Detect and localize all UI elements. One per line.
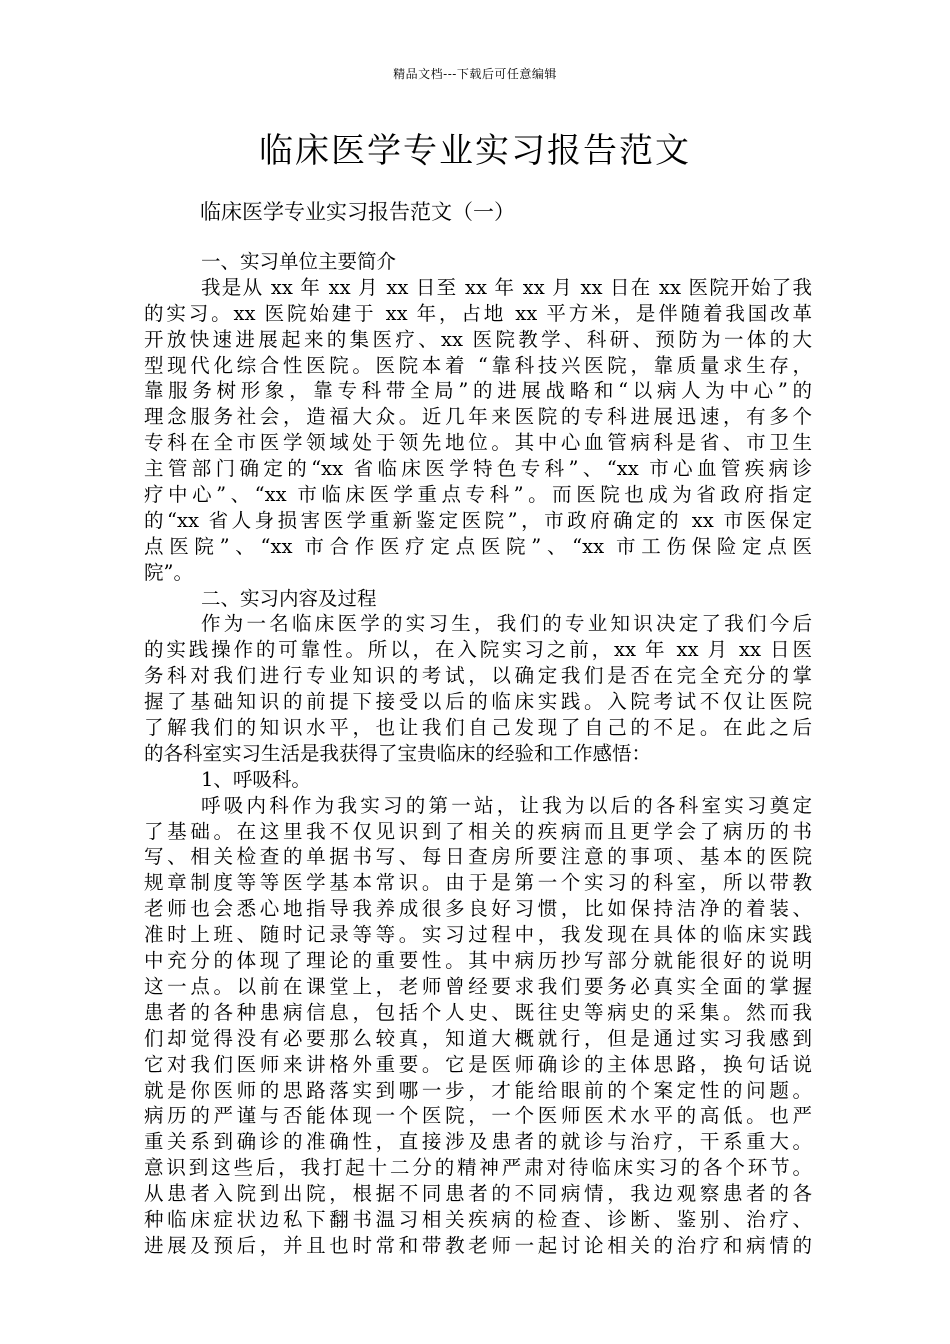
text-line: 的实习。xx 医院始建于 xx 年，占地 xx 平方米，是伴随着我国改革 [144,301,812,325]
text-line: 的“xx 省人身损害医学重新鉴定医院”，市政府确定的 xx 市医保定 [144,508,812,532]
document-title: 临床医学专业实习报告范文 [259,131,691,171]
text-line: 的各科室实习生活是我获得了宝贵临床的经验和工作感悟： [144,741,652,765]
document-body [144,249,812,1259]
text-line: 从患者入院到出院，根据不同患者的不同病情，我边观察患者的各 [144,1182,812,1206]
text-line: 务科对我们进行专业知识的考试，以确定我们是否在完全充分的掌 [144,664,812,688]
text-line: 们却觉得没有必要那么较真，知道大概就行，但是通过实习我感到 [144,1026,812,1050]
text-line: 中充分的体现了理论的重要性。其中病历抄写部分就能很好的说明 [144,949,812,973]
text-line: 专科在全市医学领域处于领先地位。其中心血管病科是省、市卫生 [144,431,812,455]
text-line: 二、实习内容及过程 [201,586,377,610]
text-line: 的实践操作的可靠性。所以，在入院实习之前，xx 年 xx 月 xx 日医 [144,638,812,662]
text-line: 点医院”、“xx 市合作医疗定点医院”、“xx 市工伤保险定点医 [144,534,812,558]
text-line: 写、相关检查的单据书写、每日查房所要注意的事项、基本的医院 [144,845,812,869]
text-line: 开放快速进展起来的集医疗、xx 医院教学、科研、预防为一体的大 [144,327,812,351]
text-line: 进展及预后，并且也时常和带教老师一起讨论相关的治疗和病情的 [144,1233,812,1257]
text-line: 重关系到确诊的准确性，直接涉及患者的就诊与治疗，干系重大。 [144,1130,812,1154]
text-line: 理念服务社会，造福大众。近几年来医院的专科进展迅速，有多个 [144,405,812,429]
text-line: 患者的各种患病信息，包括个人史、既往史等病史的采集。然而我 [144,1000,812,1024]
text-line: 规章制度等等医学基本常识。由于是第一个实习的科室，所以带教 [144,871,812,895]
text-line: 一、实习单位主要简介 [201,250,397,273]
text-line: 了解我们的知识水平，也让我们自己发现了自己的不足。在此之后 [144,716,812,740]
text-line: 作为一名临床医学的实习生，我们的专业知识决定了我们今后 [201,612,812,636]
text-line: 病历的严谨与否能体现一个医院，一个医师医术水平的高低。也严 [144,1104,812,1128]
text-line: 呼吸内科作为我实习的第一站，让我为以后的各科室实习奠定 [201,793,812,817]
text-line: 1、呼吸科。 [201,767,311,791]
document-subtitle: 临床医学专业实习报告范文（一） [200,200,515,224]
text-line: 主管部门确定的“xx 省临床医学特色专科”、“xx 市心血管疾病诊 [144,457,812,481]
text-line: 就是你医师的思路落实到哪一步，才能给眼前的个案定性的问题。 [144,1078,812,1102]
text-line: 我是从 xx 年 xx 月 xx 日至 xx 年 xx 月 xx 日在 xx 医院开始了我 [201,275,812,299]
text-line: 疗中心”、“xx 市临床医学重点专科”。而医院也成为省政府指定 [144,483,812,507]
text-line: 意识到这些后，我打起十二分的精神严肃对待临床实习的各个环节。 [144,1156,812,1180]
text-line: 靠服务树形象，靠专科带全局”的进展战略和“以病人为中心”的 [144,379,812,403]
header-note: 精品文档---下载后可任意编辑 [393,67,557,81]
text-line: 这一点。以前在课堂上，老师曾经要求我们要务必真实全面的掌握 [144,974,812,998]
text-line: 老师也会悉心地指导我养成很多良好习惯，比如保持洁净的着装、 [144,897,812,921]
text-line: 型现代化综合性医院。医院本着 “靠科技兴医院，靠质量求生存， [144,353,812,377]
text-line: 它对我们医师来讲格外重要。它是医师确诊的主体思路，换句话说 [144,1052,812,1076]
text-line: 院”。 [144,560,193,584]
text-line: 准时上班、随时记录等等。实习过程中，我发现在具体的临床实践 [144,923,812,947]
text-line: 握了基础知识的前提下接受以后的临床实践。入院考试不仅让医院 [144,690,812,714]
text-line: 了基础。在这里我不仅见识到了相关的疾病而且更学会了病历的书 [144,819,812,843]
text-line: 种临床症状边私下翻书温习相关疾病的检查、诊断、鉴别、治疗、 [144,1207,812,1231]
